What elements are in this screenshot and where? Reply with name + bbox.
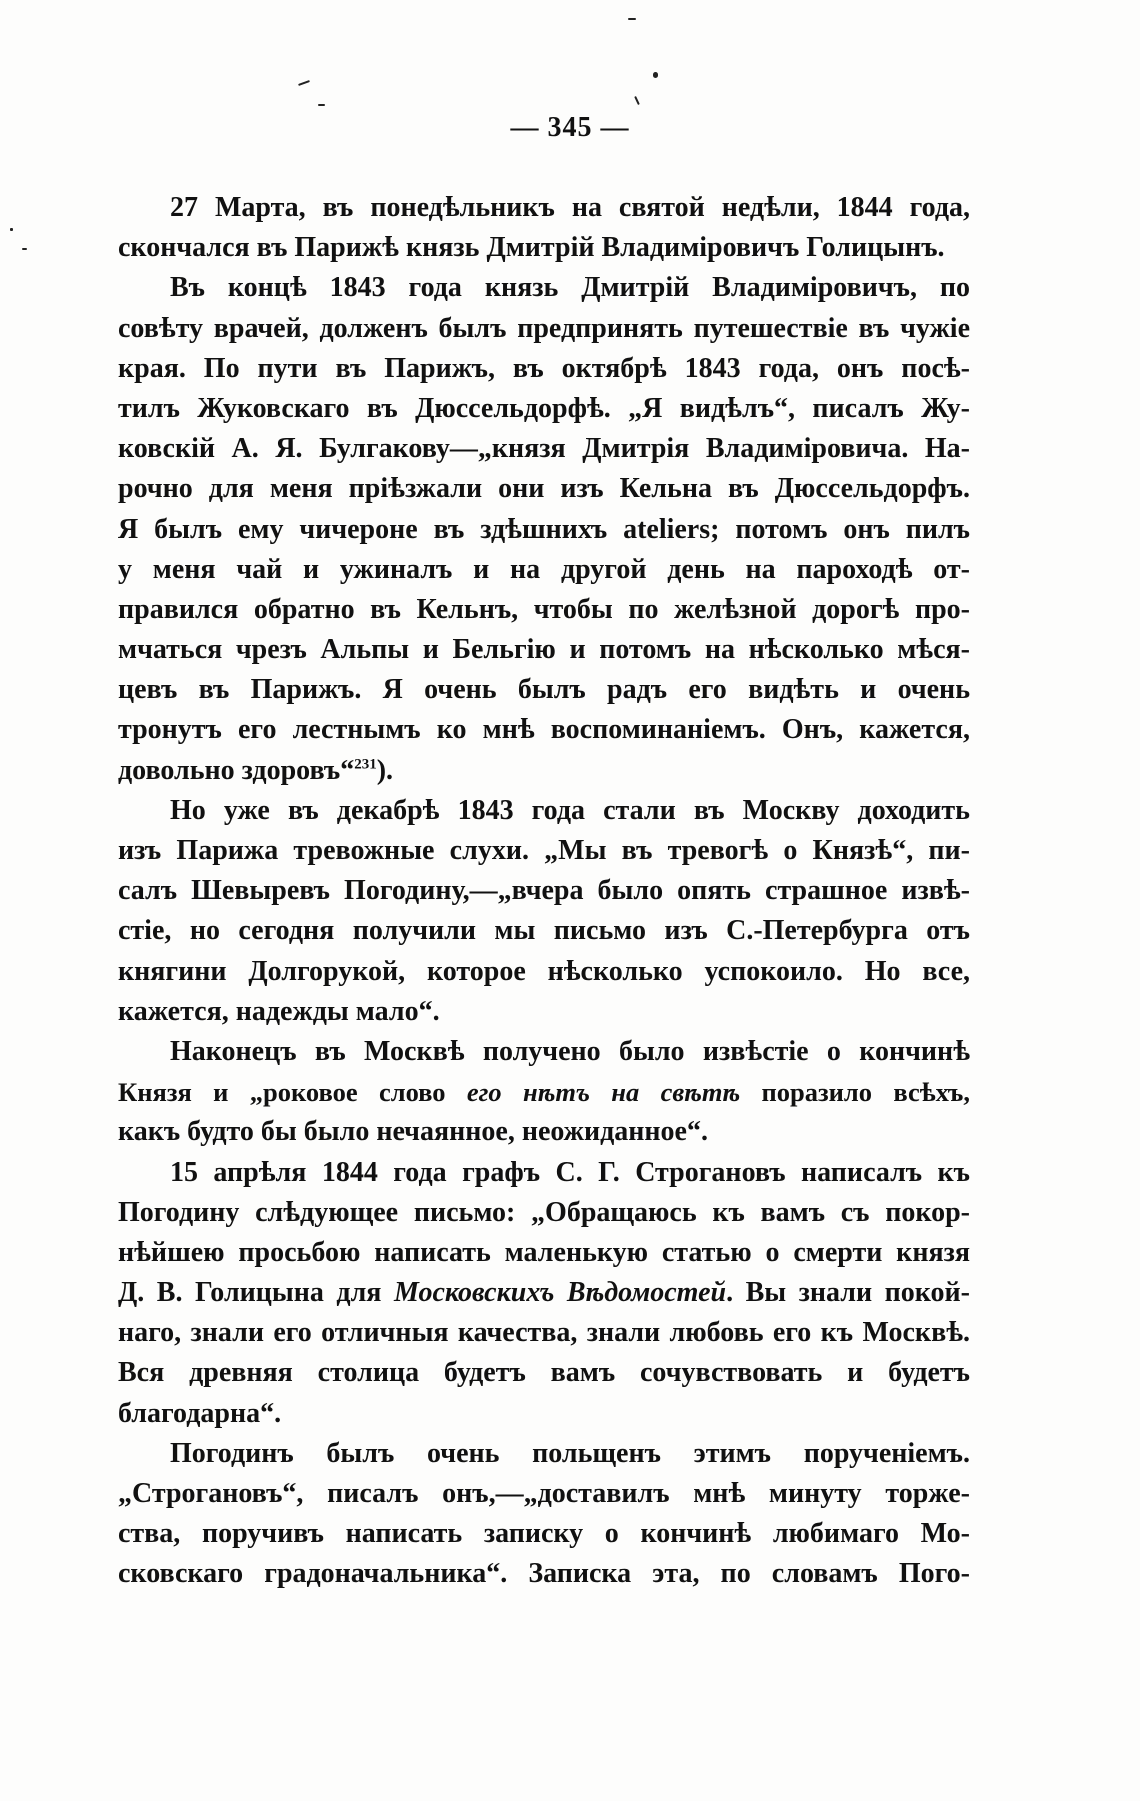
text-line (118, 831, 970, 871)
text-line (118, 349, 970, 389)
text-line (118, 630, 970, 670)
line-text: какъ будто бы было нечаянное, неожиданное“. (118, 1116, 708, 1148)
line-text-tail: ). (376, 754, 394, 786)
line-text: „Строгановъ“, писалъ онъ,—„доставилъ мнѣ минуту торже- (118, 1478, 970, 1509)
scan-speck (298, 80, 310, 86)
scan-speck (634, 96, 640, 105)
line-text: салъ Шевыревъ Погодину,—„вчера было опять страшное извѣ- (118, 875, 970, 907)
line-text: цевъ въ Парижъ. Я очень былъ радъ его видѣть и очень (118, 674, 970, 706)
text-line (118, 309, 970, 349)
text-line (118, 992, 970, 1032)
line-text: княгини Долгорукой, которое нѣсколько успокоило. Но все, (118, 955, 970, 987)
line-text: довольно здоровъ“ (118, 754, 355, 786)
scan-speck (10, 228, 13, 231)
text-line (118, 1554, 970, 1594)
text-line (118, 871, 970, 911)
text-line (118, 550, 970, 590)
line-text: Погодинъ былъ очень польщенъ этимъ порученіемъ. (170, 1437, 970, 1469)
text-line (118, 1474, 970, 1514)
text-line (118, 188, 970, 228)
line-text-tail: . Вы знали покой- (726, 1277, 970, 1309)
line-text: правился обратно въ Кельнъ, чтобы по желѣзной дорогѣ про- (118, 593, 970, 625)
line-text: Въ концѣ 1843 года князь Дмитрій Владиміровичъ, по (170, 272, 970, 304)
line-text: изъ Парижа тревожные слухи. „Мы въ тревогѣ о Князѣ“, пи- (118, 835, 970, 866)
text-line (118, 1273, 970, 1313)
line-text: 15 апрѣля 1844 года графъ С. Г. Строгановъ написалъ къ (170, 1156, 970, 1188)
line-text: нѣйшею просьбою написать маленькую статью о смерти князя (118, 1236, 970, 1268)
line-text: 27 Марта, въ понедѣльникъ на святой недѣли, 1844 года, (170, 192, 970, 223)
line-text: наго, знали его отличныя качества, знали любовь его къ Москвѣ. (118, 1317, 970, 1349)
text-line (118, 590, 970, 630)
scan-speck (628, 18, 636, 20)
text-line (118, 389, 970, 429)
text-line (118, 1353, 970, 1393)
text-line (118, 1313, 970, 1353)
line-text: сковскаго градоначальника“. Записка эта, по словамъ Пого- (118, 1558, 970, 1590)
line-text: Я былъ ему чичероне въ здѣшнихъ ateliers; потомъ онъ пилъ (118, 513, 970, 545)
line-text: ковскій А. Я. Булгакову—„князя Дмитрія Владиміровича. На- (118, 433, 970, 465)
scan-speck (318, 104, 325, 106)
italic-text: Московскихъ Вѣдомостей (393, 1277, 727, 1309)
scan-speck (653, 72, 658, 78)
line-text: края. По пути въ Парижъ, въ октябрѣ 1843 года, онъ посѣ- (118, 352, 970, 384)
italic-text: его нѣтъ на свѣтѣ (466, 1077, 741, 1108)
line-text: стіе, но сегодня получили мы письмо изъ С.-Петербурга отъ (118, 915, 970, 947)
line-text: Но уже въ декабрѣ 1843 года стали въ Москву доходить (170, 794, 970, 826)
text-line (118, 1112, 970, 1152)
line-text-tail: поразило всѣхъ, (740, 1077, 970, 1108)
text-line (118, 791, 970, 831)
footnote-ref: 231 (354, 756, 377, 773)
line-text: благодарна“. (118, 1397, 282, 1429)
text-line (118, 228, 970, 268)
text-line (118, 1193, 970, 1233)
text-line (118, 510, 970, 550)
line-text: Вся древняя столица будетъ вамъ сочувствовать и будетъ (118, 1357, 970, 1389)
line-text: Наконецъ въ Москвѣ получено было извѣстіе о кончинѣ (170, 1035, 970, 1067)
line-text: ства, поручивъ написать записку о кончинѣ любимаго Мо- (118, 1518, 970, 1550)
text-line (118, 911, 970, 951)
text-line (118, 268, 970, 308)
text-line (118, 1032, 970, 1072)
line-text: Погодину слѣдующее письмо: „Обращаюсь къ вамъ съ покор- (118, 1196, 970, 1228)
line-text: тилъ Жуковскаго въ Дюссельдорфѣ. „Я видѣлъ“, писалъ Жу- (118, 392, 970, 424)
text-line (118, 751, 970, 791)
line-text: мчаться чрезъ Альпы и Бельгію и потомъ на нѣсколько мѣся- (118, 634, 970, 666)
scan-speck (22, 248, 27, 250)
line-text: скончался въ Парижѣ князь Дмитрій Владиміровичъ Голицынъ. (118, 232, 945, 264)
text-line (118, 952, 970, 992)
text-line (118, 429, 970, 469)
line-text: Князя и „роковое слово (118, 1077, 467, 1108)
text-line (118, 1153, 970, 1193)
line-text: кажется, надежды мало“. (118, 995, 440, 1027)
line-text: рочно для меня пріѣзжали они изъ Кельна въ Дюссельдорфъ. (118, 473, 970, 505)
text-line (118, 1514, 970, 1554)
text-line (118, 1434, 970, 1474)
body-text (118, 188, 970, 1595)
page-number: — 345 — (510, 112, 630, 143)
text-line (118, 1394, 970, 1434)
text-line (118, 670, 970, 710)
text-line (118, 1233, 970, 1273)
text-line (118, 469, 970, 509)
line-text: у меня чай и ужиналъ и на другой день на пароходѣ от- (118, 553, 970, 585)
text-line (118, 1072, 970, 1112)
line-text: тронутъ его лестнымъ ко мнѣ воспоминаніемъ. Онъ, кажется, (118, 714, 970, 746)
line-text: Д. В. Голицына для (118, 1277, 394, 1309)
text-line (118, 710, 970, 750)
line-text: совѣту врачей, долженъ былъ предпринять путешествіе въ чужіе (118, 312, 970, 344)
